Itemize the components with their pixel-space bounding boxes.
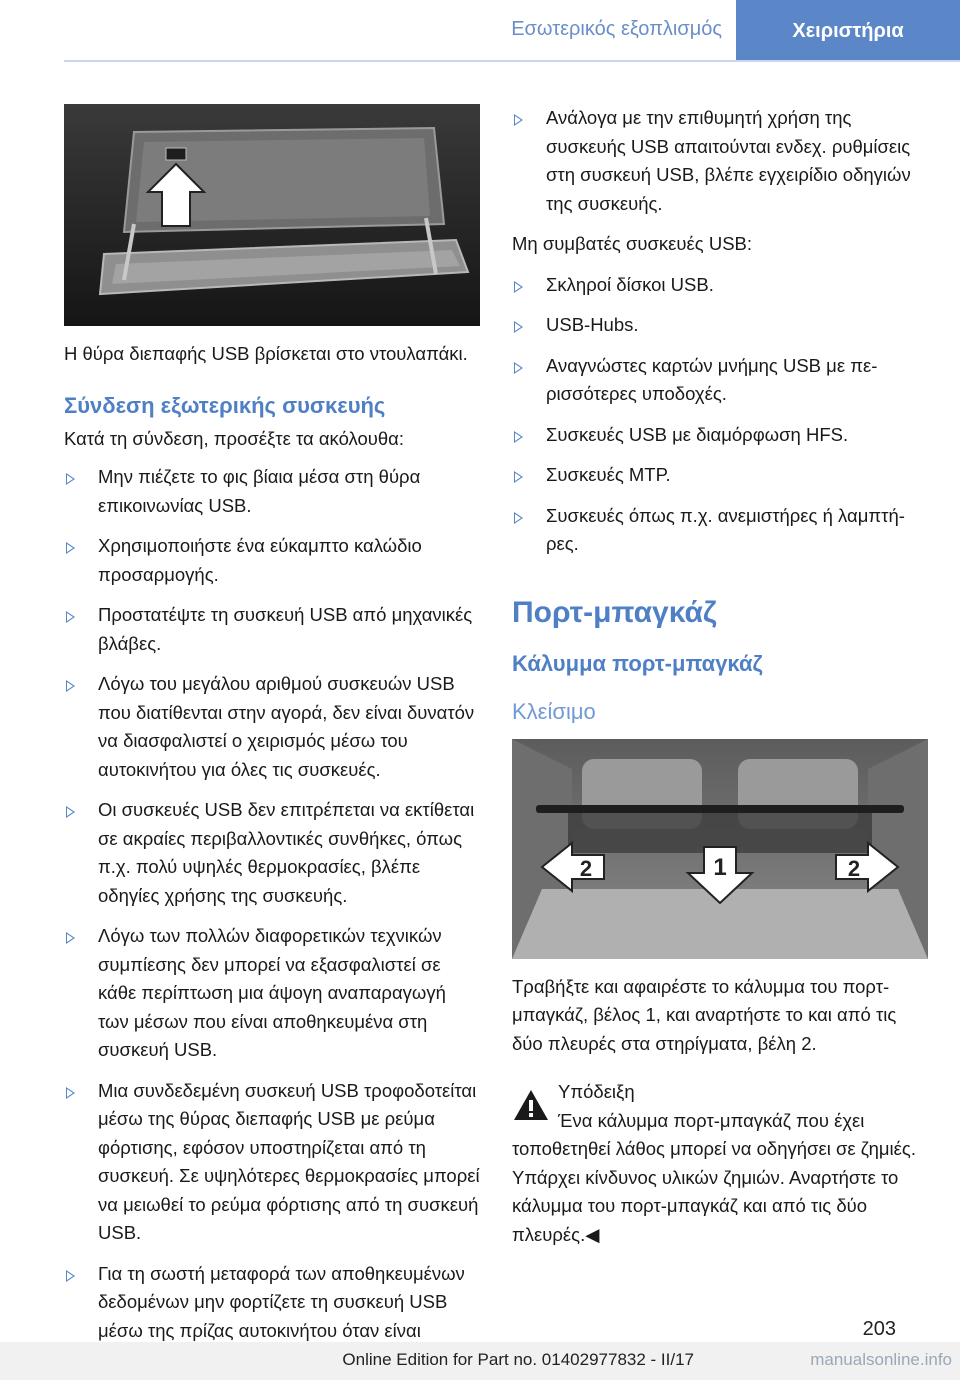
list-item: Οι συσκευές USB δεν επιτρέπεται να εκτίθεται σε ακραίες περιβαλλοντικές συνθήκες, όπως π.χ. πολύ υψηλές θερμοκρασίες, βλέπε οδηγίες χρήσης της συσκευής. xyxy=(64,796,480,910)
page-number: 203 xyxy=(862,1318,896,1340)
bullet-triangle-icon xyxy=(514,431,523,443)
page-header xyxy=(0,0,960,62)
bullet-triangle-icon xyxy=(514,471,523,483)
arrow-2-left-label: 2 xyxy=(579,855,593,881)
bullet-triangle-icon xyxy=(514,114,523,126)
sub-heading: Κάλυμμα πορτ-μπαγκάζ xyxy=(512,650,763,676)
photo-caption: Η θύρα διεπαφής USB βρίσκεται στο ντουλαπάκι. xyxy=(64,343,468,364)
list-item: Μια συνδεδεμένη συσκευή USB τροφοδοτείται μέσω της θύρας διεπαφής USB με ρεύμα φόρτισης, εφόσον υποστηρίζεται από τη συσκευή. Σε υψηλότερες θερμοκρασίες μπορεί να μειωθεί το ρεύμα φόρτισης από τη συσκευή USB. xyxy=(64,1077,480,1248)
list-item: Για τη σωστή μεταφορά των αποθηκευμένων δεδομένων μην φορτίζετε τη συσκευή USB μέσω της πρίζας αυτοκινήτου όταν είναι xyxy=(64,1260,480,1374)
bullet-triangle-icon xyxy=(66,611,75,623)
list-item: Προστατέψτε τη συσκευή USB από μηχανικές βλάβες. xyxy=(64,601,480,658)
bullet-triangle-icon xyxy=(66,680,75,692)
incompatible-label: Μη συμβατές συσκευές USB: xyxy=(512,233,753,254)
usb-notes-list xyxy=(64,463,480,1374)
list-item: USB-Hubs. xyxy=(512,311,928,340)
edition-text: Online Edition for Part no. 01402977832 - II/17 xyxy=(342,1350,694,1369)
glovebox-usb-photo xyxy=(64,104,480,326)
list-item: Λόγω του μεγάλου αριθμού συσκευών USB που διατίθενται στην αγορά, δεν είναι δυνατόν να διασφαλιστεί ο χειρισμός μέσω του αυτοκινήτου για όλες τις συσκευές. xyxy=(64,670,480,784)
section-heading: Σύνδεση εξωτερικής συσκευής xyxy=(64,392,386,418)
warning-body: Ένα κάλυμμα πορτ-μπαγκάζ που έχει τοποθετηθεί λάθος μπορεί να οδηγήσει σε ζημιές. Υπάρχει κίνδυνος υλικών ζημιών. Αναρτήστε το κάλυμμα του πορτ-μπαγκάζ και από τις δύο πλευρές.◀ xyxy=(512,1109,916,1245)
list-item: Λόγω των πολλών διαφορετικών τεχνικών συμπίεσης δεν μπορεί να εξασφαλιστεί σε κάθε περίπτωση μια άψογη αναπαραγωγή των μέσων που είναι αποθηκευμένα στη συσκευή USB. xyxy=(64,922,480,1065)
right-column xyxy=(512,104,928,1249)
header-divider xyxy=(64,60,960,62)
arrow-2-right-label: 2 xyxy=(847,855,861,881)
main-heading: Πορτ-μπαγκάζ xyxy=(512,595,717,629)
warning-notice xyxy=(512,1078,928,1249)
section-title: Εσωτερικός εξοπλισμός xyxy=(511,18,722,40)
bullet-triangle-icon xyxy=(66,473,75,485)
bullet-triangle-icon xyxy=(514,362,523,374)
bullet-triangle-icon xyxy=(514,321,523,333)
left-column xyxy=(64,104,480,1386)
photo-caption: Τραβήξτε και αφαιρέστε το κάλυμμα του πορτ-μπαγκάζ, βέλος 1, και αναρτήστε το και από τις δύο πλευρές στα στηρίγματα, βέλη 2. xyxy=(512,975,897,1054)
chapter-tab[interactable]: Χειριστήρια xyxy=(736,0,960,62)
warning-triangle-icon xyxy=(512,1088,550,1122)
list-item: Συσκευές όπως π.χ. ανεμιστήρες ή λαμπτήρες. xyxy=(512,502,928,559)
bullet-triangle-icon xyxy=(66,932,75,944)
sub-sub-heading: Κλείσιμο xyxy=(512,698,596,724)
incompatible-devices-list xyxy=(512,271,928,559)
luggage-cover-photo xyxy=(512,739,928,959)
bullet-triangle-icon xyxy=(66,1087,75,1099)
list-item: Σκληροί δίσκοι USB. xyxy=(512,271,928,300)
list-item: Αναγνώστες καρτών μνήμης USB με περισσότερες υποδοχές. xyxy=(512,352,928,409)
list-item: Συσκευές MTP. xyxy=(512,461,928,490)
list-item: Συσκευές USB με διαμόρφωση HFS. xyxy=(512,421,928,450)
arrow-1-label: 1 xyxy=(713,853,727,881)
usb-settings-list xyxy=(512,104,928,218)
bullet-triangle-icon xyxy=(66,542,75,554)
intro-text: Κατά τη σύνδεση, προσέξτε τα ακόλουθα: xyxy=(64,427,405,449)
watermark-text: manualsonline.info xyxy=(810,1350,952,1369)
warning-title: Υπόδειξη xyxy=(558,1081,635,1102)
edition-bar xyxy=(0,1342,960,1380)
bullet-triangle-icon xyxy=(514,512,523,524)
bullet-triangle-icon xyxy=(514,281,523,293)
list-item: Χρησιμοποιήστε ένα εύκαμπτο καλώδιο προσαρμογής. xyxy=(64,532,480,589)
list-item: Ανάλογα με την επιθυμητή χρήση της συσκευής USB απαιτούνται ενδεχ. ρυθμίσεις στη συσκευή USB, βλέπε εγχειρίδιο οδηγιών της συσκευής. xyxy=(512,104,928,218)
bullet-triangle-icon xyxy=(66,806,75,818)
list-item: Μην πιέζετε το φις βίαια μέσα στη θύρα επικοινωνίας USB. xyxy=(64,463,480,520)
bullet-triangle-icon xyxy=(66,1270,75,1282)
